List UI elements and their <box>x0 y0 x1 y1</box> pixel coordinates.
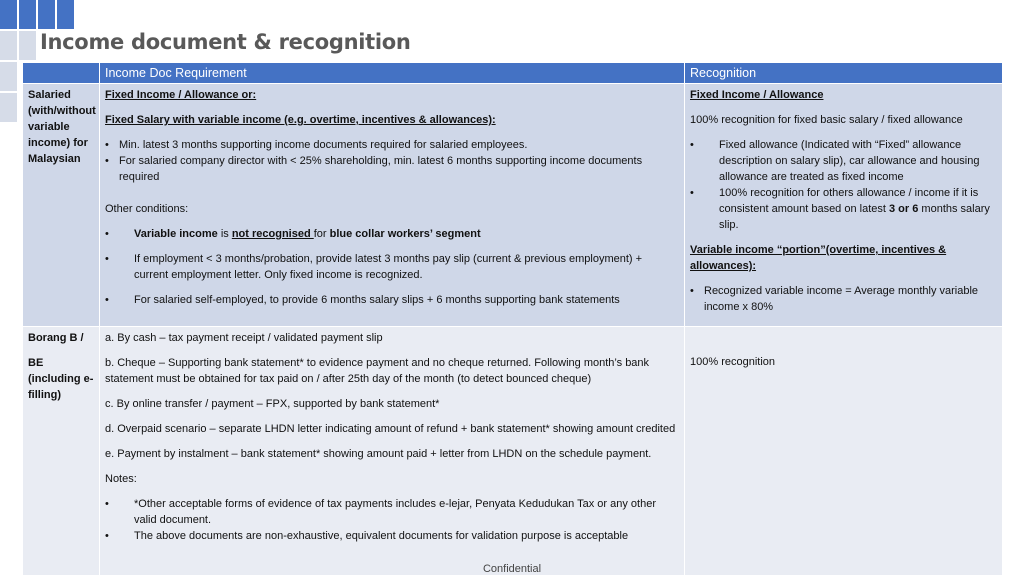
req-item-b: b. Cheque – Supporting bank statement* to evidence payment and no cheque returned. Following month’s bank statement must be obtained for tax paid on / after 25th day of the month (to detect bounced cheque) <box>105 357 650 385</box>
table-header <box>23 63 1003 84</box>
requirement-cell <box>100 84 685 327</box>
list-item: • For salaried company director with < 25% shareholding, min. latest 6 months supporting income documents required <box>105 153 679 185</box>
recognition-cell <box>685 84 1003 327</box>
rec-list <box>690 137 997 233</box>
notes-label: Notes: <box>105 473 137 485</box>
row-label-borang <box>23 327 100 575</box>
rec-borang-text: 100% recognition <box>690 356 776 368</box>
req-heading-fixed: Fixed Income / Allowance or: <box>105 89 257 101</box>
text-span: not recognised <box>231 228 314 240</box>
header-cell-recognition: Recognition <box>685 63 1003 84</box>
table-row <box>23 327 1003 575</box>
page-title: Income document & recognition <box>40 30 411 54</box>
list-item: • The above documents are non-exhaustive, equivalent documents for validation purpose is acceptable <box>105 528 679 544</box>
notes-list <box>105 496 679 544</box>
req-item-c: c. By online transfer / payment – FPX, supported by bank statement* <box>105 398 440 410</box>
label-line: BE <box>28 357 44 369</box>
list-item: • For salaried self-employed, to provide 6 months salary slips + 6 months supporting bank statements <box>105 292 679 308</box>
label-line: (including e-filling) <box>28 373 94 401</box>
text-span: is <box>217 228 232 240</box>
rec-variable-list <box>690 283 997 315</box>
rec-heading-variable: Variable income “portion”(overtime, incentives & allowances): <box>690 244 947 272</box>
rec-heading-fixed: Fixed Income / Allowance <box>690 89 824 101</box>
req-item-e: e. Payment by instalment – bank statement* showing amount paid + letter from LHDN on the schedule payment. <box>105 448 652 460</box>
income-table <box>22 62 1003 575</box>
req-heading-variable: Fixed Salary with variable income (e.g. overtime, incentives & allowances): <box>105 114 496 126</box>
label-line: Borang B / <box>28 332 84 344</box>
list-item <box>690 185 997 233</box>
rec-fixed-text: 100% recognition for fixed basic salary / fixed allowance <box>690 114 963 126</box>
list-item: • If employment < 3 months/probation, provide latest 3 months pay slip (current & previous employment) + current employment letter. Only fixed income is recognized. <box>105 251 679 283</box>
other-conditions-label: Other conditions: <box>105 203 189 215</box>
header-cell-requirement: Income Doc Requirement <box>100 63 685 84</box>
req-item-d: d. Overpaid scenario – separate LHDN letter indicating amount of refund + bank statement* showing amount credited <box>105 423 676 435</box>
footer-confidential: Confidential <box>482 563 542 575</box>
req-item-a: a. By cash – tax payment receipt / validated payment slip <box>105 332 383 344</box>
list-item: • Recognized variable income = Average monthly variable income x 80% <box>690 283 997 315</box>
list-item: • *Other acceptable forms of evidence of tax payments includes e-lejar, Penyata Kedudukan Tax or any other valid document. <box>105 496 679 528</box>
text-span: months salary slip. <box>719 203 990 231</box>
text-span: for <box>313 228 330 240</box>
header-cell-blank <box>23 63 100 84</box>
row-label-salaried: Salaried (with/without variable income) for Malaysian <box>23 84 100 327</box>
text-span: Variable income <box>134 228 218 240</box>
table-row <box>23 84 1003 327</box>
recognition-cell <box>685 327 1003 575</box>
req-list <box>105 137 679 185</box>
requirement-cell <box>100 327 685 575</box>
conditions-list <box>105 226 679 308</box>
list-item <box>105 226 679 242</box>
list-item: • Min. latest 3 months supporting income documents required for salaried employees. <box>105 137 679 153</box>
text-span: blue collar workers’ segment <box>329 228 481 240</box>
text-span: 3 or 6 <box>889 203 919 215</box>
list-item: • Fixed allowance (Indicated with “Fixed” allowance description on salary slip), car allowance and housing allowance are treated as fixed income <box>690 137 997 185</box>
text-span: 100% recognition for others allowance / income if it is consistent amount based on latest <box>719 187 979 215</box>
